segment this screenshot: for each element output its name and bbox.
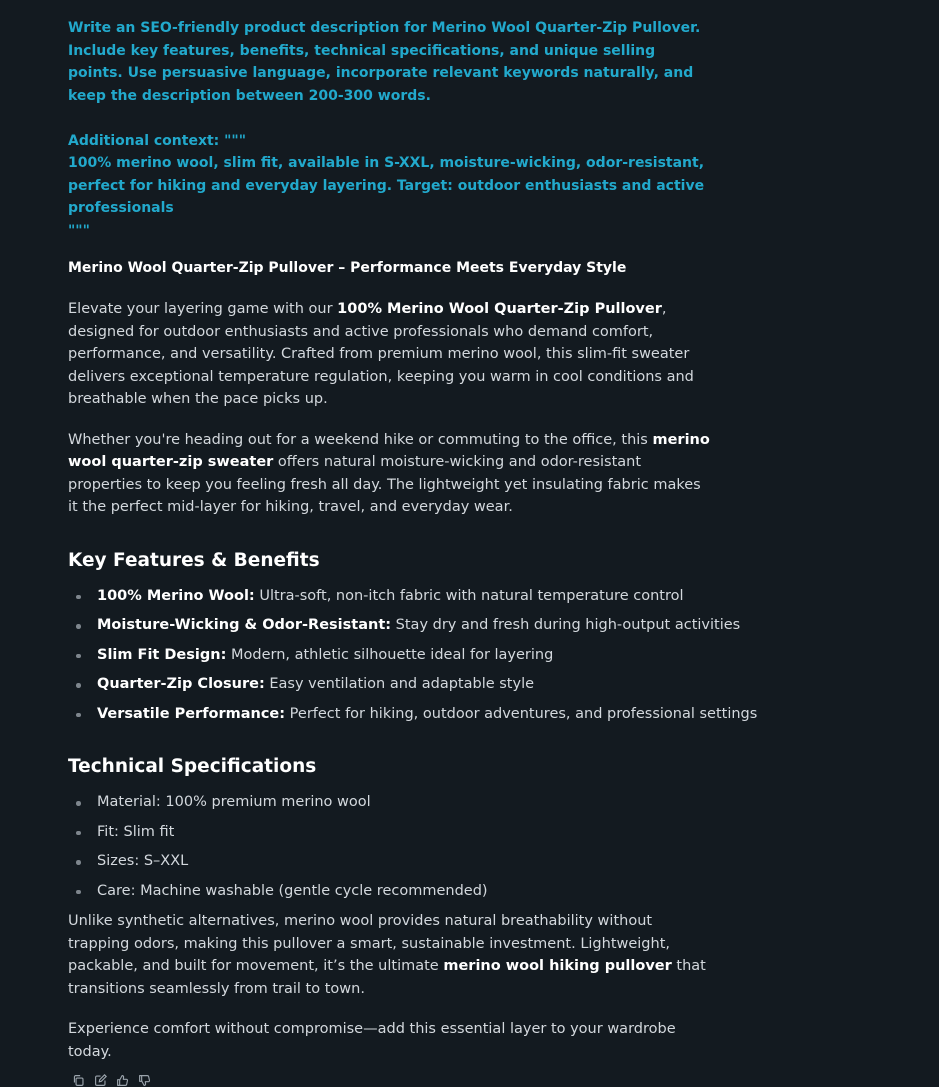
response-paragraph-usage [68,429,713,519]
list-item: Sizes: S–XXL [68,850,713,873]
p2-keyword: merino wool quarter-zip sweater [68,431,710,470]
specs-heading: Technical Specifications [68,756,317,777]
prompt-context-text: 100% merino wool, slim fit, available in S-XXL, moisture-wicking, odor-resistant, perfect for hiking and everyday layering. Target: outdoor enthusiasts and active professionals [68,155,705,216]
thumbs-down-button[interactable] [137,1073,151,1087]
user-prompt [68,17,713,242]
p2-text-before: Whether you're heading out for a weekend hike or commuting to the office, this [68,431,653,448]
copy-button[interactable] [71,1073,85,1087]
specs-list [68,791,713,902]
list-item: Care: Machine washable (gentle cycle recommended) [68,880,713,903]
p3-text-after: that transitions seamlessly from trail to town. [68,958,706,997]
feature-label: 100% Merino Wool: [97,587,255,604]
p3-text-before: Unlike synthetic alternatives, merino wool provides natural breathability without trapping odors, making this pullover a smart, sustainable investment. Lightweight, packable, and built for movement, it’s the ultimate [68,913,670,974]
p1-text-after: , designed for outdoor enthusiasts and active professionals who demand comfort, performance, and versatility. Crafted from premium merino wool, this slim-fit sweater delivers exceptional temperature regulation, keeping you warm in cool conditions and breathable when the pace picks up. [68,301,694,407]
feature-label: Slim Fit Design: [97,646,227,663]
feature-label: Quarter-Zip Closure: [97,676,265,692]
response-actions [68,1073,713,1087]
list-item [68,644,713,667]
feature-label: Versatile Performance: [97,705,286,722]
thumbs-up-icon [116,1074,129,1087]
feature-text: Ultra-soft, non-itch fabric with natural temperature control [254,587,684,604]
feature-text: Perfect for hiking, outdoor adventures, and professional settings [285,705,758,722]
response-title: Merino Wool Quarter-Zip Pullover – Performance Meets Everyday Style [68,260,627,276]
list-item [68,703,758,726]
assistant-response [68,257,758,1063]
prompt-instruction: Write an SEO-friendly product description for Merino Wool Quarter-Zip Pullover. Include key features, benefits, technical specifications, and unique selling points. Use persuasive language, incorporate relevant keywords naturally, and keep the description between 200-300 words. [68,20,701,104]
list-item [68,585,713,608]
p2-text-after: offers natural moisture-wicking and odor-resistant properties to keep you feeling fresh all day. The lightweight yet insulating fabric makes it the perfect mid-layer for hiking, travel, and everyday wear. [68,454,701,515]
edit-icon [94,1074,107,1087]
prompt-context-close: """ [68,222,90,239]
prompt-context-label: Additional context: """ [68,132,247,149]
edit-button[interactable] [93,1073,107,1087]
response-paragraph-closing: Experience comfort without compromise—add this essential layer to your wardrobe today. [68,1021,676,1060]
list-item [68,614,741,637]
feature-text: Stay dry and fresh during high-output activities [391,617,741,633]
p3-keyword: merino wool hiking pullover [443,958,672,974]
response-paragraph-comparison [68,910,713,1000]
features-heading: Key Features & Benefits [68,549,320,571]
copy-icon [72,1074,85,1087]
p1-text-before: Elevate your layering game with our [68,301,338,317]
response-paragraph-intro [68,298,713,411]
feature-text: Easy ventilation and adaptable style [264,676,535,692]
feature-text: Modern, athletic silhouette ideal for layering [226,646,554,663]
list-item [68,673,713,696]
thumbs-down-icon [138,1074,151,1087]
features-list [68,585,758,726]
p1-keyword: 100% Merino Wool Quarter-Zip Pullover [337,301,662,317]
list-item: Material: 100% premium merino wool [68,791,713,814]
thumbs-up-button[interactable] [115,1073,129,1087]
feature-label: Moisture-Wicking & Odor-Resistant: [97,617,392,633]
chat-thread [68,17,758,1087]
list-item: Fit: Slim fit [68,821,713,844]
